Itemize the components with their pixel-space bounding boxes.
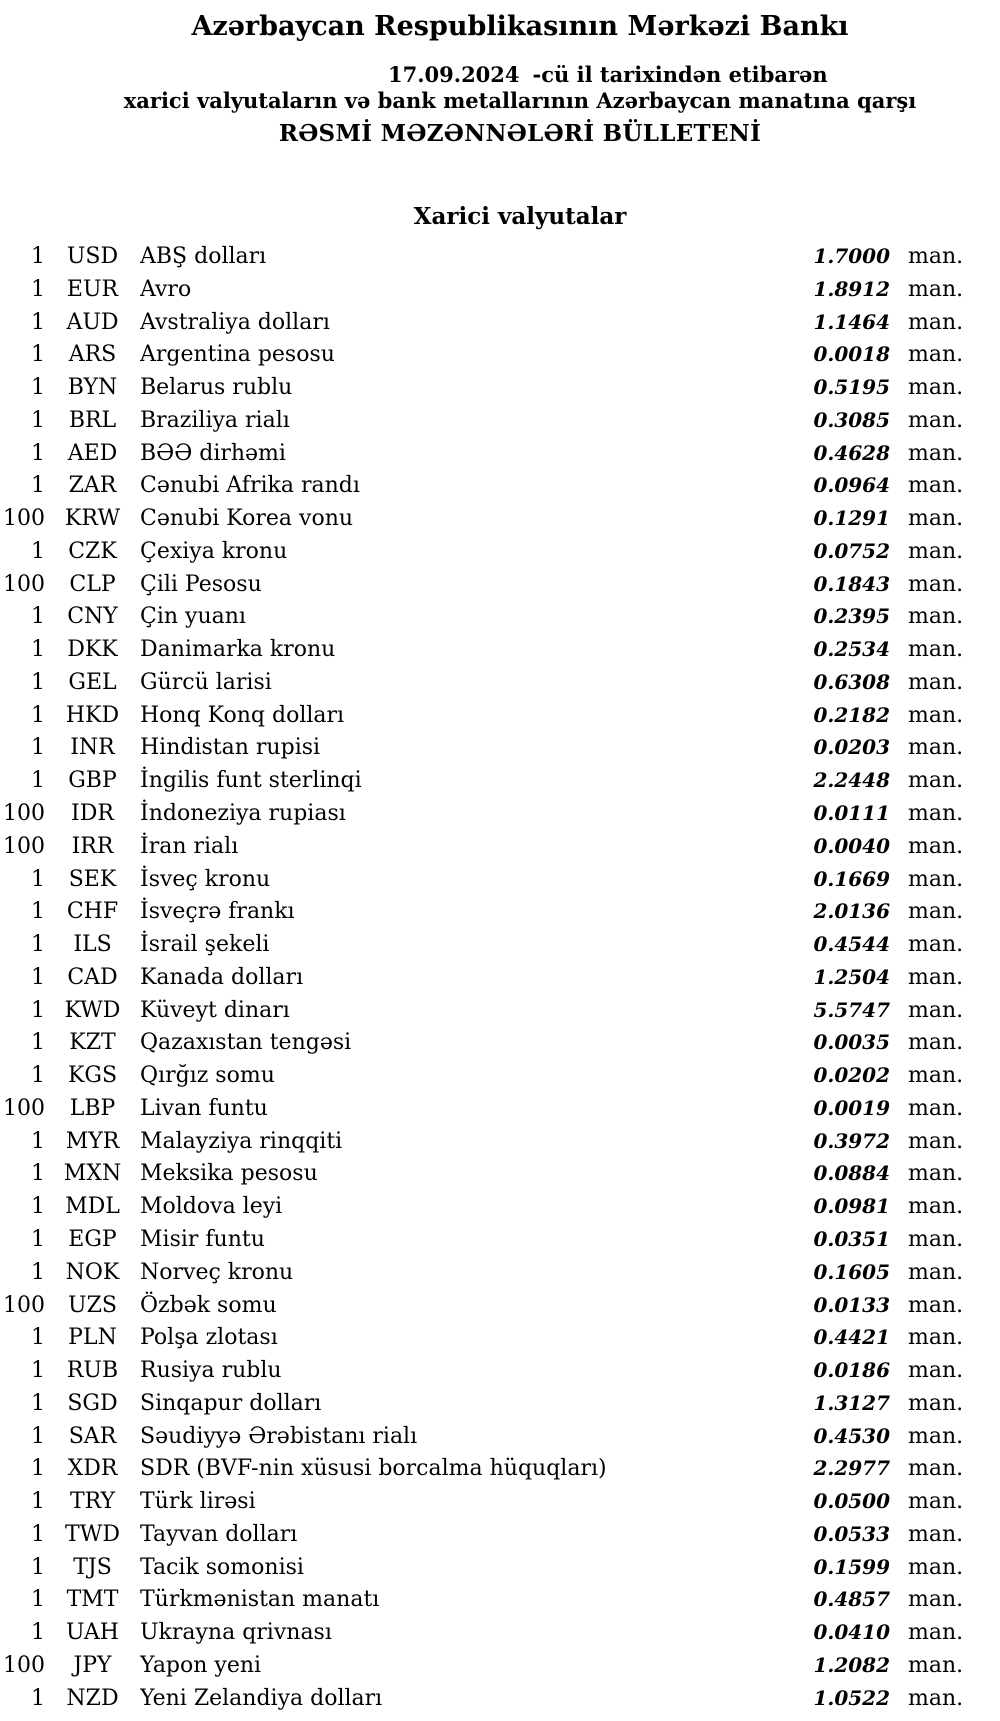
- currency-code: CLP: [69, 571, 116, 597]
- quantity: 1: [31, 342, 45, 368]
- exchange-rate: 0.2534: [813, 637, 890, 662]
- currency-row: [0, 830, 1000, 863]
- currency-name: Gürcü larisi: [140, 669, 272, 695]
- unit-label: man.: [908, 833, 964, 859]
- quantity: 1: [31, 276, 45, 302]
- currency-code: MDL: [65, 1194, 120, 1220]
- unit-label: man.: [908, 899, 964, 925]
- currency-row: [0, 502, 1000, 535]
- currency-name: İran rialı: [140, 833, 239, 859]
- unit-label: man.: [908, 1325, 964, 1351]
- currency-code: CAD: [67, 964, 118, 990]
- currency-rate-table: [0, 240, 1000, 1714]
- quantity: 1: [31, 1259, 45, 1285]
- currency-name: Norveç kronu: [140, 1259, 294, 1285]
- exchange-rate: 0.2395: [813, 604, 890, 629]
- currency-row: [0, 469, 1000, 502]
- unit-label: man.: [908, 440, 964, 466]
- exchange-rate: 0.0111: [813, 801, 890, 826]
- quantity: 100: [3, 571, 45, 597]
- currency-code: EGP: [68, 1226, 117, 1252]
- exchange-rate: 0.0533: [813, 1521, 890, 1546]
- currency-row: [0, 1649, 1000, 1682]
- unit-label: man.: [908, 1259, 964, 1285]
- currency-code: ARS: [68, 342, 117, 368]
- currency-name: Honq Konq dolları: [140, 702, 345, 728]
- exchange-rate: 1.3127: [813, 1390, 890, 1415]
- currency-code: BYN: [67, 375, 118, 401]
- exchange-rate: 1.1464: [813, 309, 890, 334]
- currency-name: Moldova leyi: [140, 1194, 283, 1220]
- currency-name: Tacik somonisi: [140, 1554, 304, 1580]
- exchange-rate: 2.2977: [813, 1456, 890, 1481]
- currency-row: [0, 895, 1000, 928]
- unit-label: man.: [908, 571, 964, 597]
- currency-row: [0, 371, 1000, 404]
- currency-row: [0, 1125, 1000, 1158]
- currency-name: Qazaxıstan tengəsi: [140, 1030, 352, 1056]
- currency-name: Yeni Zelandiya dolları: [140, 1685, 383, 1711]
- exchange-rate: 0.3972: [813, 1128, 890, 1153]
- currency-name: Çexiya kronu: [140, 538, 288, 564]
- quantity: 100: [3, 801, 45, 827]
- quantity: 1: [31, 1620, 45, 1646]
- exchange-rate: 0.0351: [813, 1226, 890, 1251]
- exchange-rate: 2.0136: [813, 899, 890, 924]
- unit-label: man.: [908, 997, 964, 1023]
- unit-label: man.: [908, 1521, 964, 1547]
- currency-row: [0, 1059, 1000, 1092]
- quantity: 1: [31, 440, 45, 466]
- section-title: Xarici valyutalar: [413, 203, 627, 230]
- currency-code: LBP: [69, 1095, 116, 1121]
- bulletin-subtitle: xarici valyutaların və bank metallarının Azərbaycan manatına qarşı: [123, 88, 917, 113]
- quantity: 1: [31, 1128, 45, 1154]
- unit-label: man.: [908, 407, 964, 433]
- currency-row: [0, 797, 1000, 830]
- quantity: 1: [31, 964, 45, 990]
- quantity: 1: [31, 637, 45, 663]
- bank-title: Azərbaycan Respublikasının Mərkəzi Bankı: [191, 11, 849, 42]
- unit-label: man.: [908, 1685, 964, 1711]
- exchange-rate: 0.0203: [813, 735, 890, 760]
- currency-code: NOK: [65, 1259, 120, 1285]
- currency-name: Tayvan dolları: [140, 1521, 298, 1547]
- currency-name: Braziliya rialı: [140, 407, 290, 433]
- currency-name: Malayziya rinqqiti: [140, 1128, 343, 1154]
- quantity: 1: [31, 375, 45, 401]
- unit-label: man.: [908, 1456, 964, 1482]
- effective-date: 17.09.2024: [388, 62, 520, 87]
- unit-label: man.: [908, 375, 964, 401]
- currency-row: [0, 1485, 1000, 1518]
- currency-name: Avro: [140, 276, 192, 302]
- unit-label: man.: [908, 669, 964, 695]
- currency-name: Küveyt dinarı: [140, 997, 290, 1023]
- quantity: 1: [31, 932, 45, 958]
- unit-label: man.: [908, 276, 964, 302]
- currency-code: SGD: [67, 1390, 118, 1416]
- exchange-rate: 0.0981: [813, 1194, 890, 1219]
- currency-name: Rusiya rublu: [140, 1358, 282, 1384]
- quantity: 1: [31, 669, 45, 695]
- exchange-rate: 0.4544: [813, 932, 890, 957]
- currency-code: ZAR: [68, 473, 117, 499]
- currency-row: [0, 600, 1000, 633]
- quantity: 1: [31, 1161, 45, 1187]
- exchange-rate: 0.0018: [813, 342, 890, 367]
- currency-name: Türk lirəsi: [140, 1489, 256, 1515]
- quantity: 1: [31, 735, 45, 761]
- date-line: [388, 62, 828, 87]
- currency-code: KGS: [67, 1063, 118, 1089]
- currency-name: Livan funtu: [140, 1095, 268, 1121]
- currency-row: [0, 1583, 1000, 1616]
- currency-name: ABŞ dolları: [140, 244, 267, 269]
- exchange-rate: 0.4530: [813, 1423, 890, 1448]
- quantity: 100: [3, 1652, 45, 1678]
- quantity: 100: [3, 1095, 45, 1121]
- currency-name: Kanada dolları: [140, 964, 304, 990]
- currency-name: Misir funtu: [140, 1226, 265, 1252]
- currency-name: Danimarka kronu: [140, 637, 336, 663]
- exchange-rate: 0.0035: [813, 1030, 890, 1055]
- exchange-rate: 0.0500: [813, 1489, 890, 1514]
- exchange-rate: 0.1843: [813, 571, 890, 596]
- currency-code: SAR: [68, 1423, 117, 1449]
- quantity: 100: [3, 1292, 45, 1318]
- exchange-rate: 1.2504: [813, 964, 890, 989]
- currency-code: INR: [70, 735, 115, 761]
- currency-name: Avstraliya dolları: [140, 309, 330, 335]
- currency-code: CHF: [66, 899, 119, 925]
- unit-label: man.: [908, 768, 964, 794]
- currency-row: [0, 404, 1000, 437]
- currency-name: Meksika pesosu: [140, 1161, 318, 1187]
- currency-row: [0, 1092, 1000, 1125]
- exchange-rate: 2.2448: [813, 768, 890, 793]
- currency-code: ILS: [73, 932, 112, 958]
- currency-code: TRY: [69, 1489, 116, 1515]
- exchange-rate: 0.2182: [813, 702, 890, 727]
- currency-code: EUR: [66, 276, 119, 302]
- currency-code: PLN: [68, 1325, 117, 1351]
- currency-name: Sinqapur dolları: [140, 1390, 322, 1416]
- currency-row: [0, 1387, 1000, 1420]
- currency-name: Ukrayna qrivnası: [140, 1620, 332, 1646]
- currency-code: IDR: [71, 801, 114, 827]
- currency-row: [0, 1190, 1000, 1223]
- quantity: 1: [31, 866, 45, 892]
- quantity: 1: [31, 244, 45, 269]
- bulletin-title: RƏSMİ MƏZƏNNƏLƏRİ BÜLLETENİ: [278, 120, 762, 147]
- currency-row: [0, 1682, 1000, 1715]
- currency-code: MXN: [63, 1161, 122, 1187]
- quantity: 1: [31, 1587, 45, 1613]
- unit-label: man.: [908, 1063, 964, 1089]
- unit-label: man.: [908, 1554, 964, 1580]
- unit-label: man.: [908, 801, 964, 827]
- currency-row: [0, 1354, 1000, 1387]
- currency-row: [0, 1420, 1000, 1453]
- unit-label: man.: [908, 1292, 964, 1318]
- exchange-rate: 0.0133: [813, 1292, 890, 1317]
- exchange-rate: 1.7000: [813, 244, 890, 268]
- unit-label: man.: [908, 1390, 964, 1416]
- quantity: 1: [31, 702, 45, 728]
- exchange-rate: 1.2082: [813, 1652, 890, 1677]
- currency-row: [0, 764, 1000, 797]
- unit-label: man.: [908, 1652, 964, 1678]
- quantity: 100: [3, 833, 45, 859]
- currency-row: [0, 437, 1000, 470]
- quantity: 1: [31, 473, 45, 499]
- currency-row: [0, 1452, 1000, 1485]
- quantity: 100: [3, 506, 45, 532]
- quantity: 1: [31, 1325, 45, 1351]
- unit-label: man.: [908, 866, 964, 892]
- unit-label: man.: [908, 1128, 964, 1154]
- unit-label: man.: [908, 473, 964, 499]
- unit-label: man.: [908, 244, 964, 269]
- currency-row: [0, 994, 1000, 1027]
- currency-code: TMT: [66, 1587, 119, 1613]
- currency-row: [0, 535, 1000, 568]
- date-suffix: -cü il tarixindən etibarən: [532, 62, 828, 87]
- currency-code: KZT: [69, 1030, 116, 1056]
- currency-row: [0, 699, 1000, 732]
- currency-name: Türkmənistan manatı: [140, 1587, 380, 1613]
- unit-label: man.: [908, 1489, 964, 1515]
- currency-row: [0, 633, 1000, 666]
- currency-name: Özbək somu: [140, 1292, 277, 1318]
- currency-code: HKD: [65, 702, 120, 728]
- currency-code: XDR: [67, 1456, 118, 1482]
- currency-code: SEK: [68, 866, 117, 892]
- exchange-rate: 1.0522: [813, 1685, 890, 1710]
- currency-name: SDR (BVF-nin xüsusi borcalma hüquqları): [140, 1456, 607, 1482]
- quantity: 1: [31, 1226, 45, 1252]
- unit-label: man.: [908, 1095, 964, 1121]
- currency-code: TJS: [73, 1554, 112, 1580]
- currency-code: GBP: [68, 768, 117, 794]
- quantity: 1: [31, 768, 45, 794]
- currency-name: Argentina pesosu: [140, 342, 335, 368]
- exchange-rate: 0.0752: [813, 538, 890, 563]
- exchange-rate: 0.4421: [813, 1325, 890, 1350]
- unit-label: man.: [908, 309, 964, 335]
- exchange-rate: 5.5747: [813, 997, 890, 1022]
- quantity: 1: [31, 407, 45, 433]
- quantity: 1: [31, 1456, 45, 1482]
- unit-label: man.: [908, 1161, 964, 1187]
- unit-label: man.: [908, 1587, 964, 1613]
- quantity: 1: [31, 538, 45, 564]
- currency-name: BƏƏ dirhəmi: [140, 440, 286, 466]
- currency-row: [0, 731, 1000, 764]
- unit-label: man.: [908, 637, 964, 663]
- exchange-rate: 1.8912: [813, 276, 890, 301]
- currency-code: UAH: [66, 1620, 119, 1646]
- exchange-rate: 0.1599: [813, 1554, 890, 1579]
- currency-name: Qırğız somu: [140, 1063, 275, 1089]
- currency-code: USD: [66, 244, 119, 269]
- exchange-rate: 0.1605: [813, 1259, 890, 1284]
- unit-label: man.: [908, 1620, 964, 1646]
- exchange-rate: 0.3085: [813, 407, 890, 432]
- currency-name: Çin yuanı: [140, 604, 246, 630]
- currency-name: İndoneziya rupiası: [140, 801, 346, 827]
- quantity: 1: [31, 604, 45, 630]
- currency-row: [0, 240, 1000, 273]
- currency-code: TWD: [65, 1521, 120, 1547]
- currency-name: İsveçrə frankı: [140, 899, 295, 925]
- exchange-rate: 0.1669: [813, 866, 890, 891]
- currency-row: [0, 863, 1000, 896]
- exchange-rate: 0.5195: [813, 375, 890, 400]
- exchange-rate: 0.0040: [813, 833, 890, 858]
- quantity: 1: [31, 1358, 45, 1384]
- currency-row: [0, 1551, 1000, 1584]
- unit-label: man.: [908, 506, 964, 532]
- unit-label: man.: [908, 702, 964, 728]
- currency-row: [0, 1289, 1000, 1322]
- currency-name: Çili Pesosu: [140, 571, 262, 597]
- unit-label: man.: [908, 735, 964, 761]
- currency-row: [0, 1518, 1000, 1551]
- currency-name: Cənubi Korea vonu: [140, 506, 354, 532]
- currency-name: Yapon yeni: [140, 1652, 262, 1678]
- currency-row: [0, 1321, 1000, 1354]
- unit-label: man.: [908, 1226, 964, 1252]
- unit-label: man.: [908, 604, 964, 630]
- quantity: 1: [31, 1030, 45, 1056]
- currency-name: Hindistan rupisi: [140, 735, 321, 761]
- currency-name: Səudiyyə Ərəbistanı rialı: [140, 1423, 418, 1449]
- quantity: 1: [31, 1063, 45, 1089]
- currency-row: [0, 306, 1000, 339]
- currency-name: Polşa zlotası: [140, 1325, 278, 1351]
- currency-code: IRR: [71, 833, 114, 859]
- currency-code: RUB: [66, 1358, 119, 1384]
- currency-row: [0, 1616, 1000, 1649]
- currency-name: Belarus rublu: [140, 375, 293, 401]
- currency-row: [0, 1026, 1000, 1059]
- currency-row: [0, 273, 1000, 306]
- exchange-rate: 0.0019: [813, 1095, 890, 1120]
- currency-row: [0, 338, 1000, 371]
- exchange-rate: 0.4628: [813, 440, 890, 465]
- currency-code: GEL: [68, 669, 117, 695]
- currency-code: JPY: [73, 1652, 112, 1678]
- currency-row: [0, 666, 1000, 699]
- quantity: 1: [31, 1521, 45, 1547]
- quantity: 1: [31, 1685, 45, 1711]
- currency-row: [0, 961, 1000, 994]
- quantity: 1: [31, 1489, 45, 1515]
- currency-row: [0, 1223, 1000, 1256]
- quantity: 1: [31, 997, 45, 1023]
- currency-code: KRW: [64, 506, 121, 532]
- currency-code: MYR: [65, 1128, 120, 1154]
- currency-name: İngilis funt sterlinqi: [140, 768, 362, 794]
- exchange-rate: 0.0964: [813, 473, 890, 498]
- unit-label: man.: [908, 964, 964, 990]
- currency-code: KWD: [64, 997, 121, 1023]
- currency-name: İsveç kronu: [140, 866, 271, 892]
- unit-label: man.: [908, 1358, 964, 1384]
- unit-label: man.: [908, 342, 964, 368]
- quantity: 1: [31, 1194, 45, 1220]
- currency-code: AED: [67, 440, 118, 466]
- quantity: 1: [31, 309, 45, 335]
- unit-label: man.: [908, 1423, 964, 1449]
- exchange-rate: 0.0202: [813, 1063, 890, 1088]
- exchange-rate: 0.6308: [813, 669, 890, 694]
- currency-code: CZK: [68, 538, 117, 564]
- currency-row: [0, 1157, 1000, 1190]
- currency-code: NZD: [66, 1685, 119, 1711]
- currency-code: CNY: [67, 604, 118, 630]
- unit-label: man.: [908, 932, 964, 958]
- quantity: 1: [31, 1390, 45, 1416]
- exchange-rate: 0.0410: [813, 1620, 890, 1645]
- currency-row: [0, 928, 1000, 961]
- unit-label: man.: [908, 1030, 964, 1056]
- quantity: 1: [31, 1423, 45, 1449]
- unit-label: man.: [908, 538, 964, 564]
- exchange-rate: 0.0186: [813, 1358, 890, 1383]
- currency-code: BRL: [68, 407, 117, 433]
- unit-label: man.: [908, 1194, 964, 1220]
- quantity: 1: [31, 899, 45, 925]
- currency-name: İsrail şekeli: [140, 932, 270, 958]
- currency-code: AUD: [66, 309, 119, 335]
- exchange-rate: 0.1291: [813, 506, 890, 531]
- currency-row: [0, 568, 1000, 601]
- exchange-rate: 0.0884: [813, 1161, 890, 1186]
- exchange-rate: 0.4857: [813, 1587, 890, 1612]
- currency-code: UZS: [68, 1292, 117, 1318]
- currency-code: DKK: [67, 637, 118, 663]
- quantity: 1: [31, 1554, 45, 1580]
- currency-row: [0, 1256, 1000, 1289]
- currency-name: Cənubi Afrika randı: [140, 473, 360, 499]
